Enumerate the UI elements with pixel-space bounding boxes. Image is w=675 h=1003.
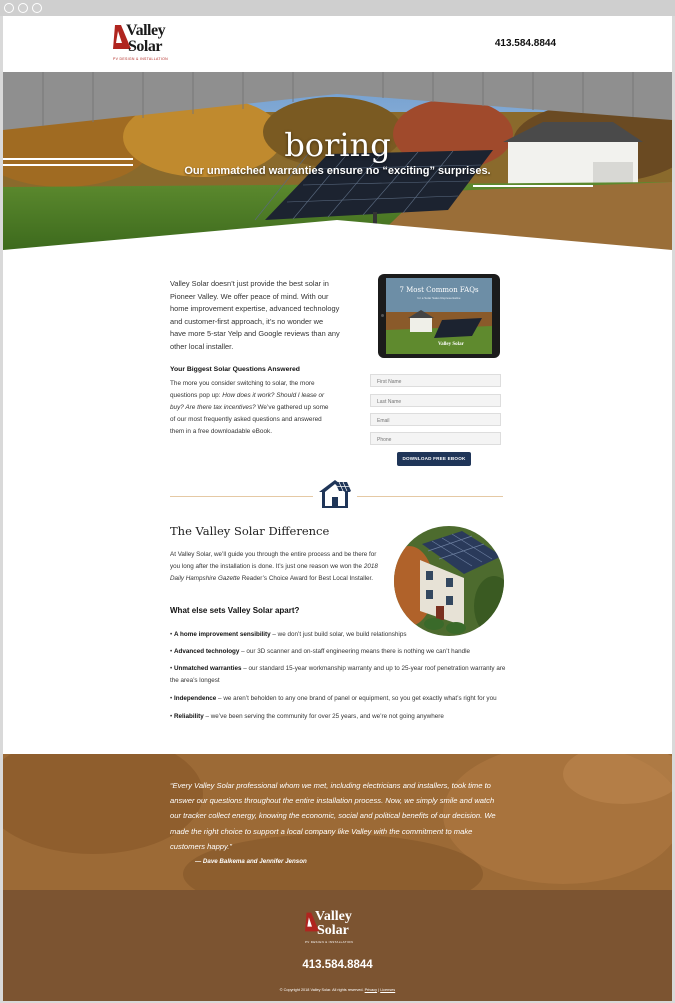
header-phone-link[interactable]: 413.584.8844 — [494, 38, 556, 49]
difference-text-italic: 2018 Daily Hampshire Gazette — [170, 563, 378, 582]
section-divider-left — [170, 496, 313, 497]
logo-tagline: PV DESIGN & INSTALLATION — [113, 57, 168, 61]
list-item: • Advanced technology – our 3D scanner and on-staff engineering means there is nothing we can’t handle — [170, 648, 470, 655]
solar-roof-photo — [394, 526, 504, 636]
first-name-input[interactable] — [370, 374, 501, 387]
footer-logo-tagline: PV DESIGN & INSTALLATION — [305, 940, 354, 944]
apart-heading: What else sets Valley Solar apart? — [170, 606, 300, 615]
tablet-camera-icon — [381, 314, 384, 317]
window-dot-icon[interactable] — [18, 3, 28, 13]
difference-text-part1: At Valley Solar, we’ll guide you through the entire process and be there for you long after the installation is done. It’s just one reason we won the — [170, 551, 377, 570]
ebook-title: 7 Most Common FAQs — [399, 286, 479, 294]
questions-text-part1: The more you consider switching to solar, the more questions pop up: — [170, 380, 315, 399]
licenses-link[interactable]: Licenses — [380, 988, 396, 992]
footer-copyright — [3, 988, 672, 992]
browser-chrome — [0, 0, 675, 16]
list-item: • A home improvement sensibility – we don’t just build solar, we build relationships — [170, 631, 407, 638]
ebook-subtitle: for a Solar Sales Representative — [417, 296, 461, 300]
logo-word-valley: Valley — [126, 22, 166, 39]
bullet-bold: Unmatched warranties — [173, 665, 242, 672]
bullet-text: – our 3D scanner and on-staff engineering means there is nothing we can’t handle — [239, 648, 470, 655]
valley-solar-logo[interactable] — [113, 24, 193, 66]
bullet-bold: A home improvement sensibility — [173, 631, 271, 638]
intro-paragraph: Valley Solar doesn’t just provide the best solar in Pioneer Valley. We offer peace of mind. With our home improvement expertise, advanced technology and customer-first approach, it’s no wonder we have more 5-star Yelp and Google reviews than any other local installer. — [170, 279, 340, 351]
ebook-tablet-image — [378, 274, 500, 358]
bullet-text: – we’ve been serving the community for over 25 years, and we’re not going anywhere — [203, 713, 444, 720]
copyright-text: © Copyright 2018 Valley Solar. All rights reserved. — [279, 988, 364, 992]
footer-phone-link[interactable]: 413.584.8844 — [302, 959, 373, 971]
difference-paragraph — [170, 549, 385, 585]
testimonial-quote: “Every Valley Solar professional whom we met, including electricians and installers, took time to answer our questions throughout the entire installation process. Now, we simply smile and watch our tracker collect energy, knowing the economic, social and political benefits of our decision. We made the right choice to support a local company like Valley with the commitment to make customers happy.” — [170, 781, 496, 851]
list-item: • Reliability – we’ve been serving the community for over 25 years, and we’re not going anywhere — [170, 713, 444, 720]
footer-separator: | — [378, 988, 380, 992]
ebook-cover — [386, 278, 492, 354]
footer-logo-word-solar: Solar — [317, 923, 349, 938]
site-header — [3, 16, 672, 72]
solar-house-icon — [317, 478, 353, 510]
bullet-bold: Independence — [173, 695, 217, 702]
bullet-text: – we don’t just build solar, we build relationships — [270, 631, 407, 638]
difference-heading: The Valley Solar Difference — [170, 524, 330, 538]
hero-title: boring — [284, 126, 391, 164]
bullet-text: – our standard 15-year workmanship warranty and up to 25-year roof penetration warranty are the area’s longest — [170, 665, 506, 684]
phone-input[interactable] — [370, 432, 501, 445]
questions-heading: Your Biggest Solar Questions Answered — [170, 366, 300, 373]
bullet-text: – we aren’t beholden to any one brand of panel or equipment, so you get exactly what’s right for you — [216, 695, 497, 702]
footer-logo[interactable] — [305, 909, 371, 950]
list-item: • Unmatched warranties – our standard 15-year workmanship warranty and up to 25-year roof penetration warranty are the area’s longest — [170, 665, 506, 684]
hero-banner — [3, 72, 672, 250]
last-name-input[interactable] — [370, 394, 501, 407]
bullet-bold: Reliability — [173, 713, 204, 720]
difference-text-part2: Reader’s Choice Award for Best Local Installer. — [240, 575, 374, 582]
questions-text-part2: We’ve gathered up some of our most frequently asked questions and answered them in a free downloadable eBook. — [170, 404, 329, 435]
privacy-link[interactable]: Privacy — [364, 988, 378, 992]
site-footer — [3, 890, 672, 1001]
window-dot-icon[interactable] — [4, 3, 14, 13]
web-page — [3, 16, 672, 1001]
testimonial-section — [3, 754, 672, 890]
window-dot-icon[interactable] — [32, 3, 42, 13]
download-ebook-button[interactable]: DOWNLOAD FREE EBOOK — [397, 452, 471, 466]
list-item: • Independence – we aren’t beholden to any one brand of panel or equipment, so you get exactly what’s right for you — [170, 695, 497, 702]
questions-text-italic: How does it work? Should I lease or buy? Are there tax incentives? — [170, 392, 325, 411]
questions-paragraph — [170, 378, 335, 438]
bullet-bold: Advanced technology — [173, 648, 240, 655]
email-input[interactable] — [370, 413, 501, 426]
hero-subtitle: Our unmatched warranties ensure no “exciting” surprises. — [184, 165, 491, 177]
solar-roof-photo-art — [394, 526, 504, 636]
footer-logo-word-valley: Valley — [315, 909, 352, 924]
section-divider-right — [357, 496, 503, 497]
logo-word-solar: Solar — [128, 38, 162, 55]
testimonial-author: — Dave Balkema and Jennifer Jenson — [195, 858, 307, 865]
ebook-brand: Valley Solar — [438, 342, 464, 347]
